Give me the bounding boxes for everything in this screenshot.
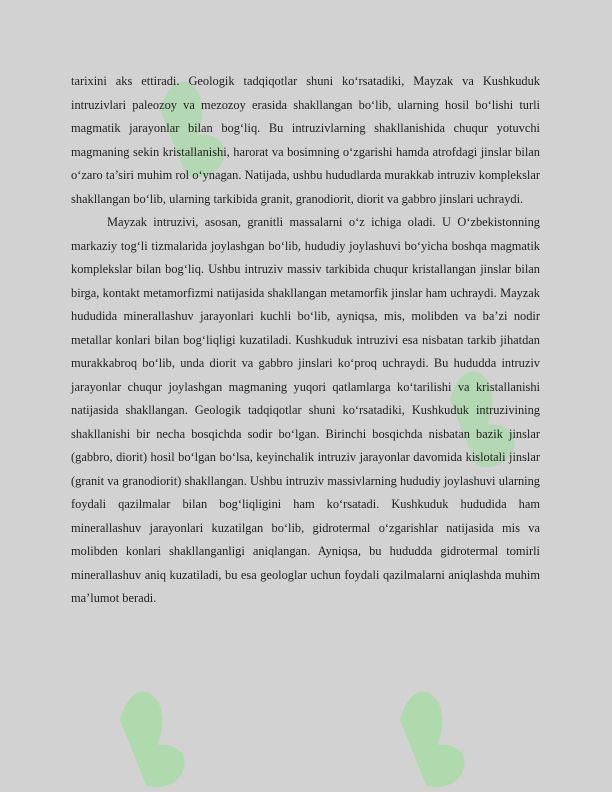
paragraph-2: Mayzak intruzivi, asosan, granitli massalarni o‘z ichiga oladi. U O‘zbekistonning markaziy tog‘li tizmalarida joylashgan bo‘lib, hududiy joylashuvi bo‘yicha boshqa magmatik komplekslar bilan bog‘liq. Ushbu intruziv massiv tarkibida chuqur kristallangan jinslar bilan birga, kontakt metamorfizmi natijasida shakllangan metamorfik jinslar ham uchraydi. Mayzak hududida minerallashuv jarayonlari kuchli bo‘lib, ayniqsa, mis, molibden va ba’zi nodir metallar konlari bilan bog‘liqligi kuzatiladi. Kushkuduk intruzivi esa nisbatan tarkib jihatdan murakkabroq bo‘lib, unda diorit va gabbro jinslari ko‘proq uchraydi. Bu hududda intruziv jarayonlar chuqur joylashgan magmaning yuqori qatlamlarga ko‘tarilishi va kristallanishi natijasida shakllangan. Geologik tadqiqotlar shuni ko‘rsatadiki, Kushkuduk intruzivining shakllanishi bir necha bosqichda sodir bo‘lgan. Birinchi bosqichda nisbatan bazik jinslar (gabbro, diorit) hosil bo‘lgan bo‘lsa, keyinchalik intruziv jarayonlar davomida kislotali jinslar (granit va granodiorit) shakllangan. Ushbu intruziv massivlarning hududiy joylashuvi ularning foydali qazilmalar bilan bog‘liqligini ham ko‘rsatadi. Kushkuduk hududida ham minerallashuv jarayonlari kuzatilgan bo‘lib, gidrotermal o‘zgarishlar natijasida mis va molibden konlari shakllanganligi aniqlangan. Ayniqsa, bu hududda gidrotermal tomirli minerallashuv aniq kuzatiladi, bu esa geologlar uchun foydali qazilmalarni aniqlashda muhim ma’lumot beradi. bbox=[71, 215, 540, 605]
watermark-logo-bottom-left bbox=[104, 686, 197, 792]
body-text bbox=[71, 70, 540, 611]
paragraph-1: tarixini aks ettiradi. Geologik tadqiqotlar shuni ko‘rsatadiki, Mayzak va Kushkuduk intruzivlari paleozoy va mezozoy erasida shakllangan bo‘lib, ularning hosil bo‘lishi turli magmatik jarayonlar bilan bog‘liq. Bu intruzivlarning shakllanishida chuqur yotuvchi magmaning sekin kristallanishi, harorat va bosimning o‘zgarishi hamda atrofdagi jinslar bilan o‘zaro ta’siri muhim rol o‘ynagan. Natijada, ushbu hududlarda murakkab intruziv komplekslar shakllangan bo‘lib, ularning tarkibida granit, granodiorit, diorit va gabbro jinslari uchraydi. bbox=[71, 74, 540, 206]
watermark-logo-bottom-right bbox=[384, 686, 477, 792]
